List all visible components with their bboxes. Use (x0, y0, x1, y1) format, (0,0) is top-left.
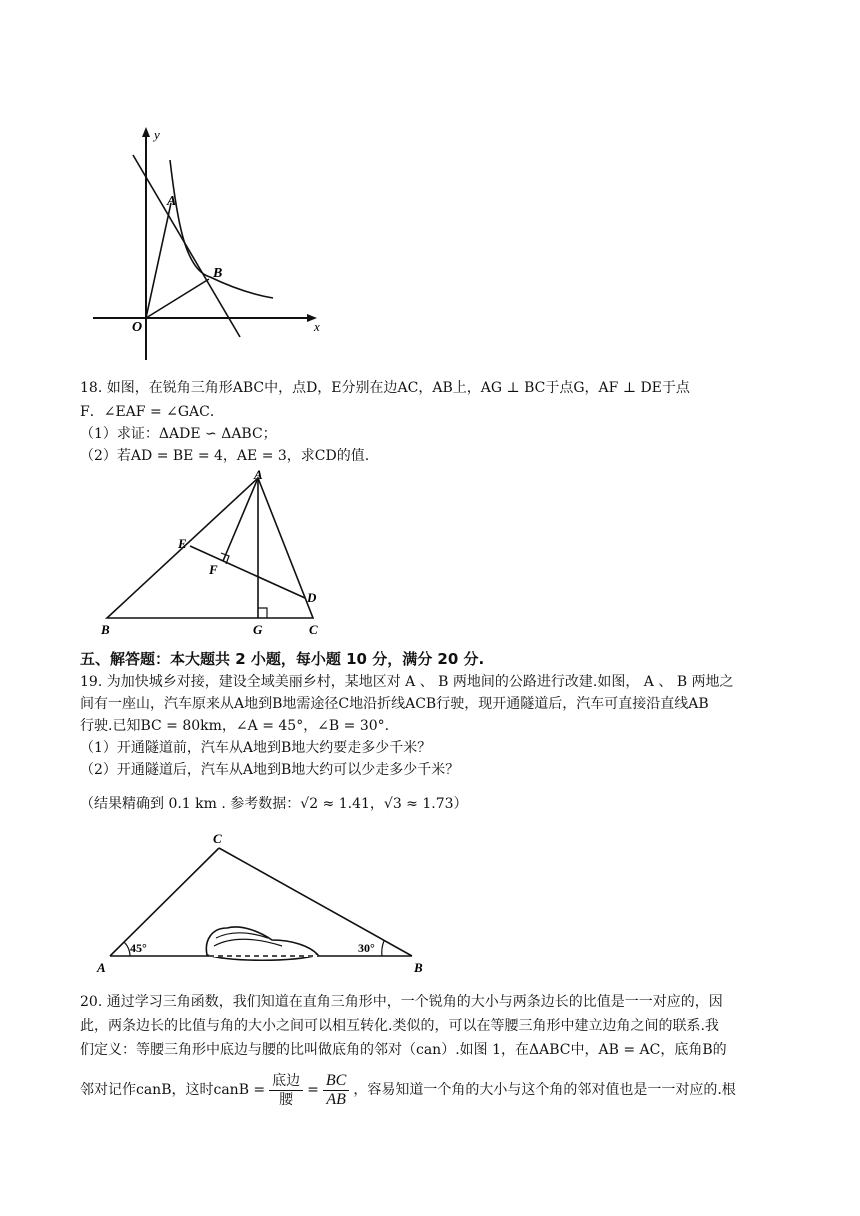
fig19-angle-A: 45° (130, 941, 147, 955)
q19-line5: （2）开通隧道后，汽车从A地到B地大约可以少走多少千米？ (80, 762, 460, 778)
q20-line4 (80, 1070, 736, 1110)
q19-line2: 间有一座山，汽车原来从A地到B地需途径C地沿折线ACB行驶，现开通隧道后，汽车可直接沿直线AB (80, 696, 709, 712)
y-axis-arrow (142, 127, 150, 137)
label-B: B (213, 266, 223, 281)
label-O: O (132, 320, 143, 335)
fig18-label-B: B (101, 622, 110, 637)
fig19-label-B: B (414, 960, 423, 975)
q20-line3: 们定义：等腰三角形中底边与腰的比叫做底角的邻对（can）.如图 1，在ΔABC中，AB = AC，底角B的 (80, 1042, 727, 1058)
fig19-angle-B: 30° (358, 941, 375, 955)
fig19-label-A: A (97, 960, 106, 975)
q20-line2: 此，两条边长的比值与角的大小之间可以相互转化.类似的，可以在等腰三角形中建立边角之间的联系.我 (80, 1018, 719, 1034)
segment-OB (146, 279, 209, 318)
fig18-label-E: E (178, 536, 187, 551)
equals-sign: = (307, 1082, 319, 1098)
q19-line3: 行驶.已知BC = 80km，∠A = 45°，∠B = 30°. (80, 718, 390, 734)
q20-line4-pre: 邻对记作canB，这时canB = (80, 1082, 266, 1098)
fraction-base-over-leg (269, 1072, 303, 1109)
angle-arc-B (382, 941, 384, 956)
q18-line1: 18. 如图，在锐角三角形ABC中，点D，E分别在边AC，AB上，AG ⊥ BC于点G，AF ⊥ DE于点 (80, 380, 690, 396)
q18-line3: （1）求证：ΔADE ∽ ΔABC； (80, 426, 277, 442)
fig18-label-A: A (254, 468, 263, 482)
q18-line2: F．∠EAF = ∠GAC． (80, 404, 224, 420)
fraction-numerator: 底边 (269, 1072, 303, 1091)
q19-line6: （结果精确到 0.1 km . 参考数据：√2 ≈ 1.41，√3 ≈ 1.73） (80, 796, 468, 812)
fraction-denominator: 腰 (279, 1091, 294, 1108)
q20-line1: 20. 通过学习三角函数，我们知道在直角三角形中，一个锐角的大小与两条边长的比值是一一对应的，因 (80, 994, 723, 1010)
triangle-ABC (107, 478, 313, 618)
fig18-label-D: D (307, 590, 317, 605)
label-A: A (167, 194, 177, 209)
q19-figure (92, 828, 432, 978)
q20-line4-post: ，容易知道一个角的大小与这个角的邻对值也是一一对应的.根 (353, 1082, 736, 1098)
section-5-heading: 五、解答题：本大题共 2 小题，每小题 10 分，满分 20 分. (80, 650, 485, 668)
label-y: y (154, 127, 160, 142)
fraction-bc-over-ab (323, 1072, 349, 1109)
line-AB (133, 155, 240, 337)
q18-line4: （2）若AD = BE = 4，AE = 3，求CD的值. (80, 448, 370, 464)
fig18-label-F: F (209, 562, 218, 577)
right-angle-G (258, 608, 267, 618)
segment-AC (110, 848, 219, 956)
fig18-label-C: C (309, 622, 318, 637)
q19-line4: （1）开通隧道前，汽车从A地到B地大约要走多少千米？ (80, 740, 432, 756)
q17-figure (85, 125, 335, 365)
fig18-label-G: G (253, 622, 263, 637)
label-x: x (314, 319, 320, 334)
segment-OA (146, 203, 171, 318)
fraction2-numerator: BC (323, 1072, 349, 1091)
fraction2-denominator: AB (326, 1090, 346, 1108)
q18-figure (95, 468, 335, 640)
segment-AF (223, 478, 258, 561)
fig19-label-C: C (213, 831, 222, 846)
q19-line1: 19. 为加快城乡对接，建设全域美丽乡村，某地区对 A 、 B 两地间的公路进行改建.如图， A 、 B 两地之 (80, 674, 734, 690)
